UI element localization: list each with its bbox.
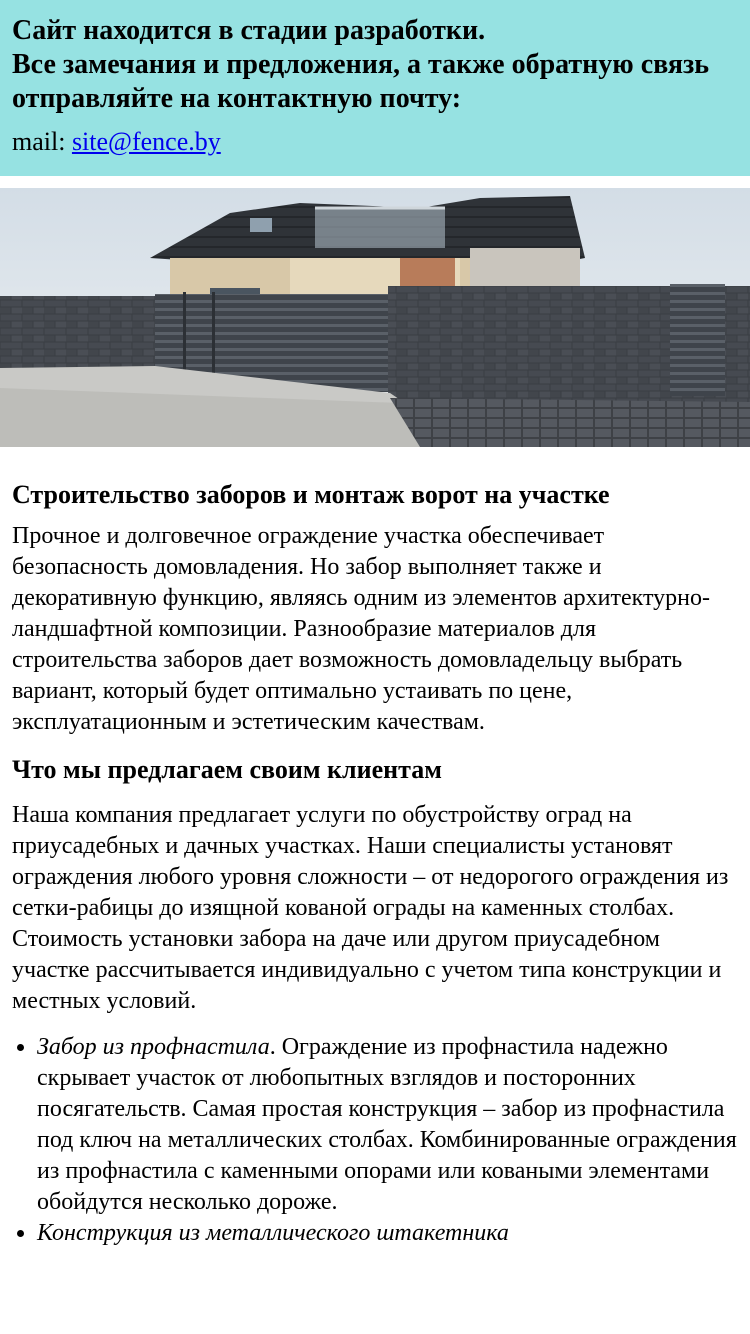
list-item-title: Забор из профнастила [37,1034,270,1060]
section-body-construction: Прочное и долговечное ограждение участка обеспечивает безопасность домовладения. Но забор выполняет также и декоративную функцию, являясь одним из элементов архитектурно-ландшафтной композиции. Разнообразие материалов для строительства заборов дает возможность домовладельцу выбрать вариант, который будет оптимально устаивать по цене, эксплуатационным и эстетическим качествам. [12,523,710,735]
section-body-offer: Наша компания предлагает услуги по обустройству оград на приусадебных и дачных участках. Наши специалисты установят ограждения любого уровня сложности – от недорогого ограждения из сетки-рабицы до изящной кованой ограды на каменных столбах. Стоимость установки забора на даче или другом приусадебном участке рассчитывается индивидуально с учетом типа конструкции и местных условий. [12,802,729,1014]
list-item [37,1218,742,1249]
main-content [12,478,742,1249]
section-heading-offer: Что мы предлагаем своим клиентам [12,755,442,784]
list-item [37,1032,742,1218]
notice-line-2: Все замечания и предложения, а также обратную связь отправляйте на контактную почту: [12,49,710,114]
notice-mail [12,125,738,159]
fence-types-list [12,1032,742,1249]
mail-link[interactable]: site@fence.by [71,127,221,156]
notice-line-1: Сайт находится в стадии разработки. [12,15,486,46]
list-item-text: . Ограждение из профнастила надежно скрывает участок от любопытных взглядов и посторонних посягательств. Самая простая конструкция – забор из профнастила под ключ на металлических столбах. Комбинированные ограждения из профнастила с каменными опорами или коваными элементами обойдутся несколько дороже. [37,1034,737,1215]
dev-notice-banner [0,0,750,176]
section-heading-construction: Строительство заборов и монтаж ворот на участке [12,480,610,509]
house-with-fence-photo-icon [0,188,750,447]
hero-image [0,188,750,447]
list-item-title: Конструкция из металлического штакетника [37,1220,509,1246]
mail-label: mail: [12,127,72,156]
notice-title [12,14,738,116]
